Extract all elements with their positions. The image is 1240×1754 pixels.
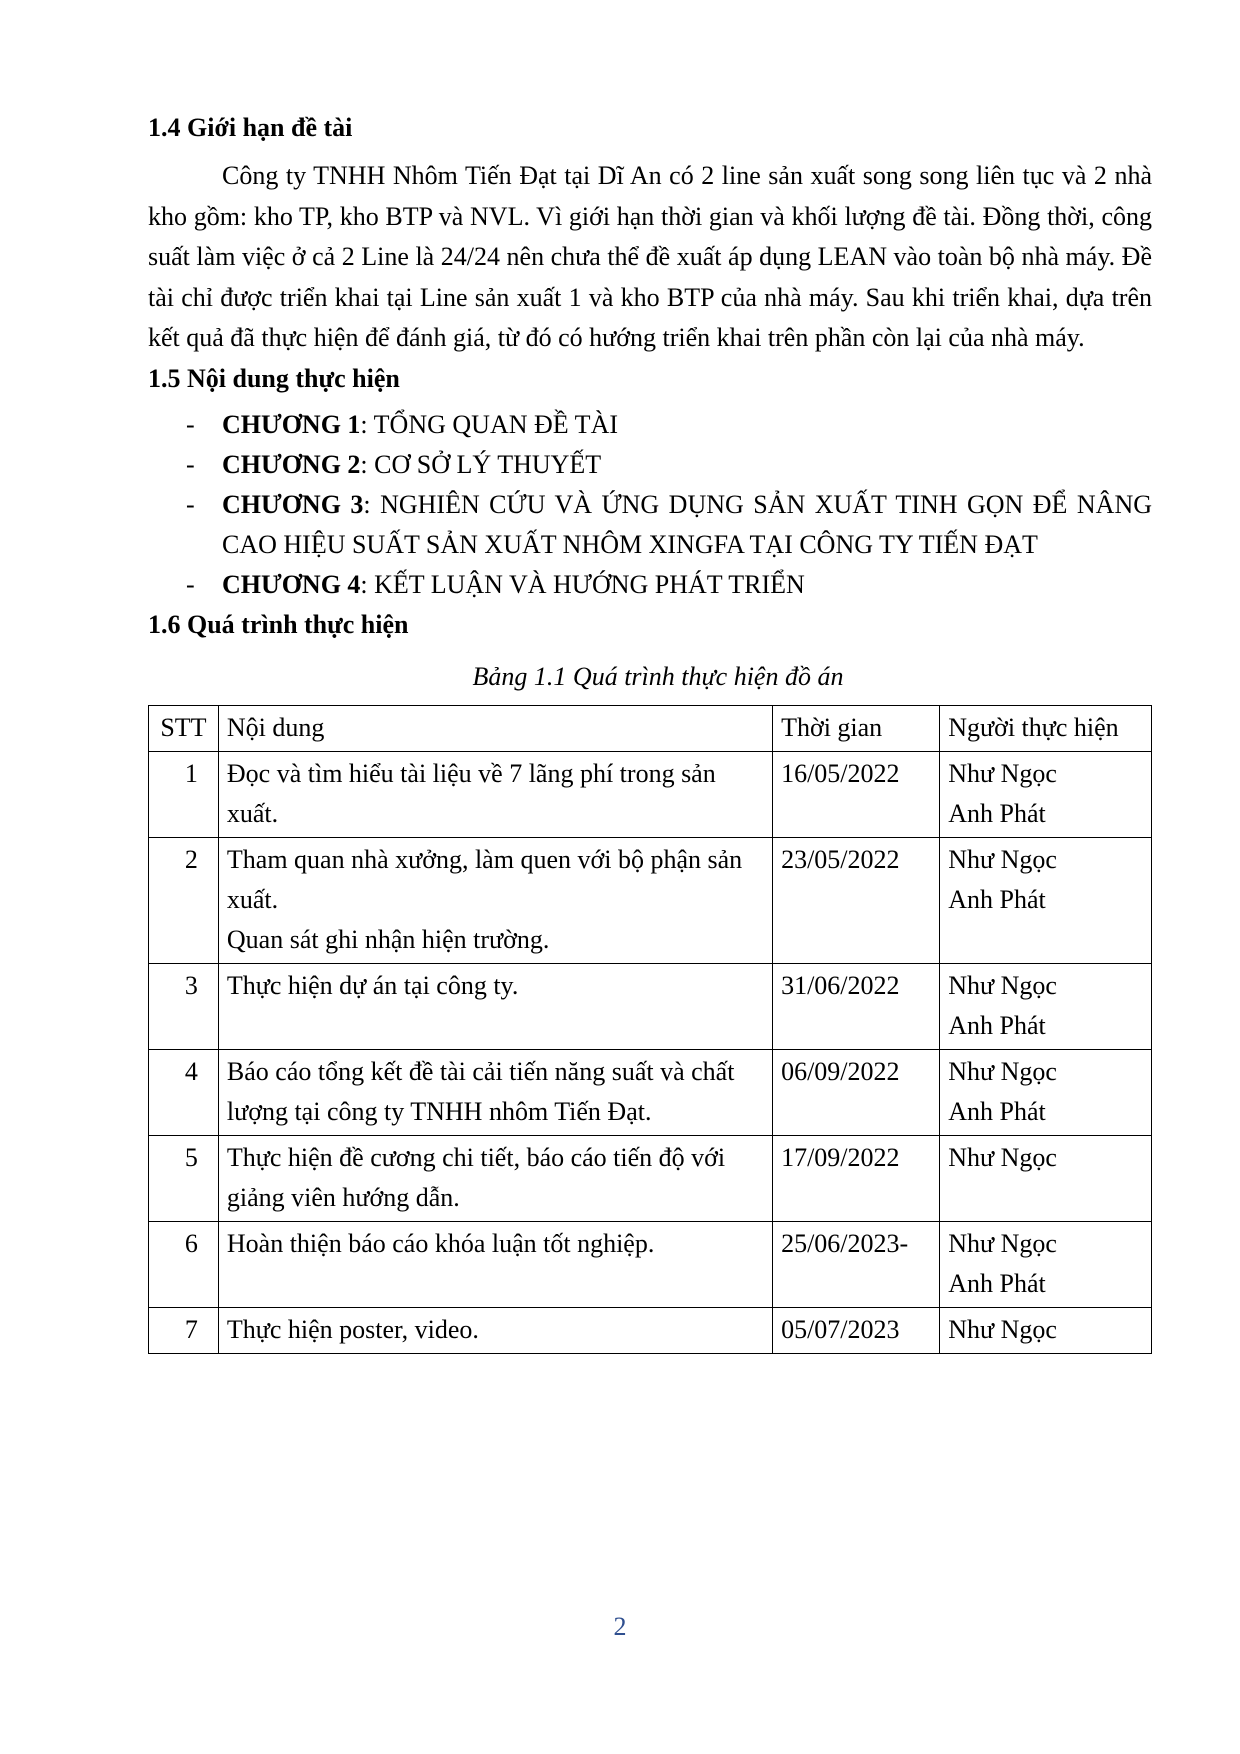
content-line: Thực hiện đề cương chi tiết, báo cáo tiến độ với giảng viên hướng dẫn.	[226, 1142, 726, 1212]
list-dash: -	[186, 489, 195, 519]
table-row	[149, 1221, 1152, 1307]
table-row	[149, 1307, 1152, 1353]
table-body	[149, 751, 1152, 1353]
person-name: Như Ngọc	[948, 1056, 1057, 1086]
content-line: Quan sát ghi nhận hiện trường.	[226, 924, 550, 954]
table-row	[149, 751, 1152, 837]
person-name: Như Ngọc	[948, 758, 1057, 788]
header-stt: STT	[149, 705, 219, 751]
section-title-content: 1.5 Nội dung thực hiện	[148, 363, 400, 393]
cell-person	[940, 1049, 1152, 1135]
list-dash: -	[186, 449, 195, 479]
chapter-label: CHƯƠNG 1	[222, 409, 361, 439]
cell-time: 17/09/2022	[773, 1135, 940, 1221]
cell-stt: 2	[149, 837, 219, 963]
list-dash: -	[186, 409, 195, 439]
cell-person	[940, 963, 1152, 1049]
list-dash: -	[186, 569, 195, 599]
table-row	[149, 1135, 1152, 1221]
table-row	[149, 1049, 1152, 1135]
header-content: Nội dung	[218, 705, 772, 751]
chapter-text: : TỔNG QUAN ĐỀ TÀI	[360, 409, 618, 439]
cell-time: 31/06/2022	[773, 963, 940, 1049]
cell-content	[218, 1135, 772, 1221]
chapter-text: : CƠ SỞ LÝ THUYẾT	[360, 449, 602, 479]
cell-content	[218, 1307, 772, 1353]
person-name: Như Ngọc	[948, 1314, 1057, 1344]
cell-content	[218, 1221, 772, 1307]
content-line: Thực hiện dự án tại công ty.	[226, 970, 519, 1000]
cell-stt: 7	[149, 1307, 219, 1353]
page-number: 2	[613, 1612, 627, 1641]
cell-stt: 6	[149, 1221, 219, 1307]
cell-content	[218, 1049, 772, 1135]
table-row	[149, 837, 1152, 963]
cell-person	[940, 1221, 1152, 1307]
cell-person	[940, 751, 1152, 837]
person-name: Như Ngọc	[948, 1142, 1057, 1172]
person-name: Như Ngọc	[948, 844, 1057, 874]
section-title-limits: 1.4 Giới hạn đề tài	[148, 113, 353, 142]
cell-stt: 1	[149, 751, 219, 837]
table-header-row	[149, 705, 1152, 751]
chapter-text: : KẾT LUẬN VÀ HƯỚNG PHÁT TRIỂN	[360, 569, 805, 599]
table-row	[149, 963, 1152, 1049]
chapter-label: CHƯƠNG 2	[222, 449, 361, 479]
cell-content	[218, 963, 772, 1049]
chapter-item	[148, 485, 1152, 565]
cell-person	[940, 1135, 1152, 1221]
cell-stt: 5	[149, 1135, 219, 1221]
cell-time: 16/05/2022	[773, 751, 940, 837]
person-name: Anh Phát	[948, 798, 1046, 828]
person-name: Anh Phát	[948, 884, 1046, 914]
cell-person	[940, 837, 1152, 963]
content-line: Đọc và tìm hiểu tài liệu về 7 lãng phí trong sản xuất.	[226, 758, 716, 828]
person-name: Như Ngọc	[948, 970, 1057, 1000]
content-line: Hoàn thiện báo cáo khóa luận tốt nghiệp.	[226, 1228, 655, 1258]
cell-time: 06/09/2022	[773, 1049, 940, 1135]
header-person: Người thực hiện	[940, 705, 1152, 751]
person-name: Anh Phát	[948, 1268, 1046, 1298]
cell-time: 25/06/2023-	[773, 1221, 940, 1307]
process-table	[148, 705, 1152, 1354]
chapter-item	[148, 565, 1152, 605]
content-line: Tham quan nhà xưởng, làm quen với bộ phận sản xuất.	[226, 844, 743, 914]
chapter-label: CHƯƠNG 4	[222, 569, 361, 599]
chapter-label: CHƯƠNG 3	[222, 489, 364, 519]
chapter-item	[148, 445, 1152, 485]
chapter-text: : NGHIÊN CỨU VÀ ỨNG DỤNG SẢN XUẤT TINH GỌN ĐỂ NÂNG CAO HIỆU SUẤT SẢN XUẤT NHÔM XINGFA TẠI CÔNG TY TIẾN ĐẠT	[222, 489, 1153, 559]
person-name: Anh Phát	[948, 1096, 1046, 1126]
document-page	[148, 108, 1152, 1354]
cell-stt: 3	[149, 963, 219, 1049]
cell-content	[218, 837, 772, 963]
chapter-item	[148, 405, 1152, 445]
chapter-list	[148, 405, 1152, 605]
cell-content	[218, 751, 772, 837]
cell-time: 05/07/2023	[773, 1307, 940, 1353]
cell-time: 23/05/2022	[773, 837, 940, 963]
section-title-process: 1.6 Quá trình thực hiện	[148, 609, 409, 639]
table-caption: Bảng 1.1 Quá trình thực hiện đồ án	[472, 661, 844, 691]
cell-stt: 4	[149, 1049, 219, 1135]
limits-paragraph: Công ty TNHH Nhôm Tiến Đạt tại Dĩ An có 2 line sản xuất song song liên tục và 2 nhà kho gồm: kho TP, kho BTP và NVL. Vì giới hạn thời gian và khối lượng đề tài. Đồng thời, công suất làm việc ở cả 2 Line là 24/24 nên chưa thể đề xuất áp dụng LEAN vào toàn bộ nhà máy. Đề tài chỉ được triển khai tại Line sản xuất 1 và kho BTP của nhà máy. Sau khi triển khai, dựa trên kết quả đã thực hiện để đánh giá, từ đó có hướng triển khai trên phần còn lại của nhà máy.	[148, 161, 1152, 352]
header-time: Thời gian	[773, 705, 940, 751]
content-line: Báo cáo tổng kết đề tài cải tiến năng suất và chất lượng tại công ty TNHH nhôm Tiến Đạt.	[226, 1056, 735, 1126]
content-line: Thực hiện poster, video.	[226, 1314, 479, 1344]
person-name: Như Ngọc	[948, 1228, 1057, 1258]
cell-person	[940, 1307, 1152, 1353]
person-name: Anh Phát	[948, 1010, 1046, 1040]
